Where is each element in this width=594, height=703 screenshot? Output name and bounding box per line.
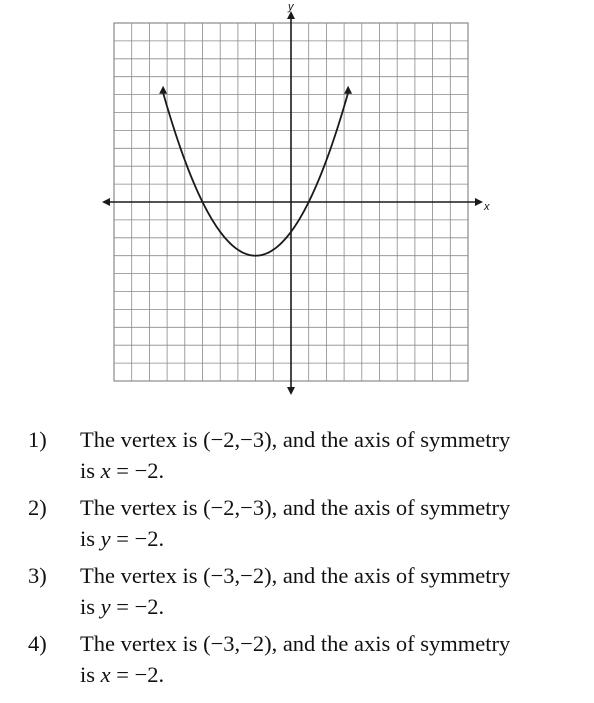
choice-eq-variable: y	[100, 594, 111, 619]
choice-eq-prefix: is	[80, 662, 96, 687]
answer-choice-3[interactable]	[28, 560, 588, 622]
curve-right-arrow-icon	[344, 86, 352, 94]
answer-choice-2[interactable]	[28, 492, 588, 554]
choice-equation	[80, 523, 588, 554]
choice-eq-variable: y	[100, 526, 111, 551]
choice-number: 4)	[28, 631, 47, 656]
choice-eq-variable: x	[100, 662, 111, 687]
choice-eq-prefix: is	[80, 458, 96, 483]
choice-equation	[80, 591, 588, 622]
choice-eq-value: = −2.	[116, 662, 165, 687]
choice-number: 3)	[28, 563, 47, 588]
y-axis-down-arrow-icon	[287, 387, 295, 395]
answer-choice-4[interactable]	[28, 628, 588, 690]
curve-left-arrow-icon	[159, 86, 167, 94]
axes	[102, 11, 483, 395]
choice-eq-value: = −2.	[116, 458, 165, 483]
choice-eq-prefix: is	[80, 526, 96, 551]
y-axis-label: y	[288, 1, 294, 13]
answer-choice-1[interactable]	[28, 424, 588, 486]
choice-eq-value: = −2.	[116, 594, 165, 619]
choice-eq-value: = −2.	[116, 526, 165, 551]
choice-eq-variable: x	[100, 458, 111, 483]
x-axis-right-arrow-icon	[475, 198, 483, 206]
x-axis-left-arrow-icon	[102, 198, 110, 206]
choice-number: 1)	[28, 427, 47, 452]
choice-number: 2)	[28, 495, 47, 520]
choice-equation	[80, 659, 588, 690]
choice-equation	[80, 455, 588, 486]
choice-text: The vertex is (−3,−2), and the axis of symmetry	[80, 563, 511, 588]
answer-choices	[28, 424, 588, 696]
choice-eq-prefix: is	[80, 594, 96, 619]
choice-text: The vertex is (−3,−2), and the axis of symmetry	[80, 631, 511, 656]
choice-text: The vertex is (−2,−3), and the axis of symmetry	[80, 495, 511, 520]
x-axis-label: x	[484, 201, 490, 213]
choice-text: The vertex is (−2,−3), and the axis of symmetry	[80, 427, 511, 452]
